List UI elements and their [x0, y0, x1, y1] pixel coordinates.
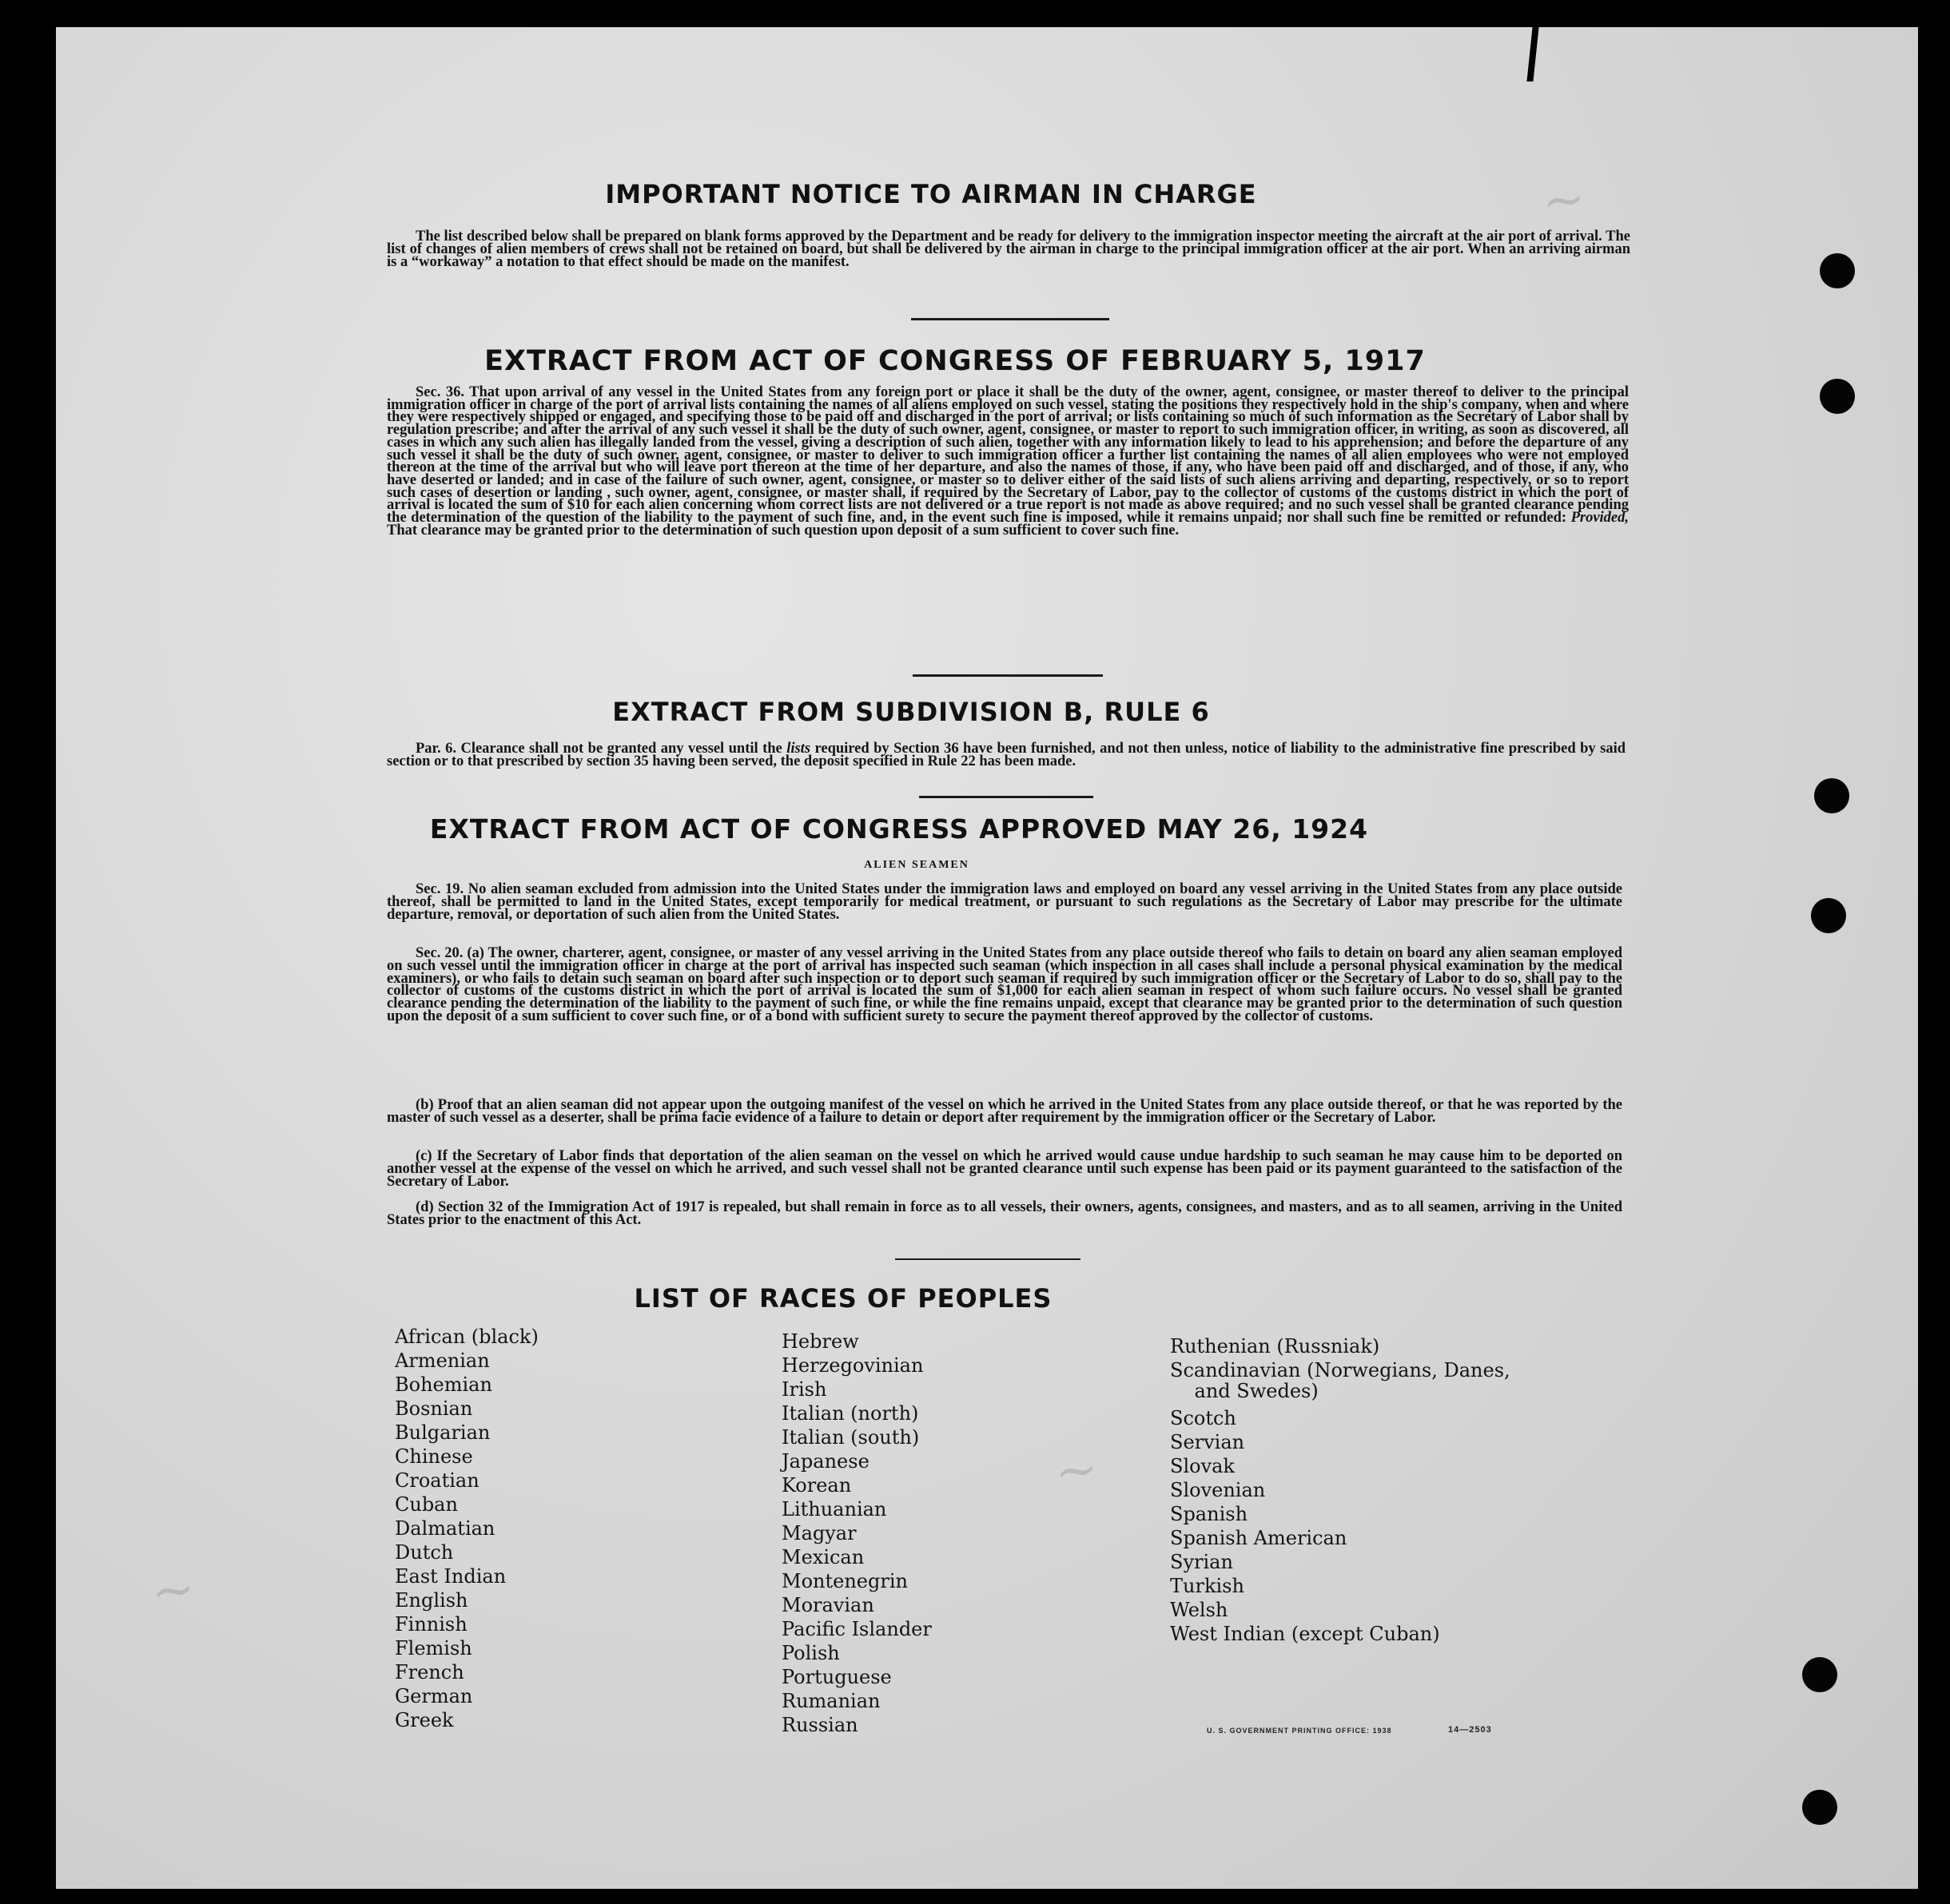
- sec-19: Sec. 19. No alien seaman excluded from admission into the United States under the immigration laws and employed on board any vessel arriving in the United States from any place outside thereof, shall be permitted to land in the United States, except temporarily for medical treatment, or pursuant to such regulations as the Secretary of Labor may prescribe for the ultimate departure, removal, or deportation of such alien from the United States.: [387, 881, 1622, 923]
- race-item: Russian: [782, 1714, 858, 1736]
- divider: [919, 796, 1093, 798]
- race-item: Spanish: [1170, 1503, 1248, 1525]
- race-item: Italian (north): [782, 1402, 919, 1425]
- divider: [913, 674, 1103, 677]
- sec-20c: (c) If the Secretary of Labor finds that deportation of the alien seaman on the vessel on which he arrived would cause undue hardship to such seaman he may cause him to be deported on another vessel at the expense of the vessel on which he arrived, and such vessel shall not be granted clearance until such expense has been paid or its payment guaranteed to the satisfaction of the Secretary of Labor.: [387, 1148, 1622, 1190]
- race-item: and Swedes): [1170, 1380, 1319, 1402]
- rule-6-title: EXTRACT FROM SUBDIVISION B, RULE 6: [612, 697, 1210, 727]
- sec-20a: Sec. 20. (a) The owner, charterer, agent, consignee, or master of any vessel arriving in the United States from any place outside thereof who fails to detain on board any alien seaman employed on such vessel until the immigration officer in charge at the port of arrival has inspected such seaman (which inspection in all cases shall include a personal physical examination by the medical examiners), or who fails to detain such seaman on board after such inspection or to deport such seaman if required by such immigration officer or the Secretary of Labor to do so, shall pay to the collector of customs of the customs district in which the port of arrival is located the sum of $1,000 for each alien seaman in respect of whom such failure occurs. No vessel shall be granted clearance pending the determination of the liability to the payment of such fine, or while the fine remains unpaid, except that clearance may be granted prior to the determination of such question upon the deposit of a sum sufficient to cover such fine, or of a bond with sufficient surety to secure the payment thereof approved by the collector of customs.: [387, 945, 1622, 1024]
- race-item: Montenegrin: [782, 1570, 908, 1592]
- race-item: Rumanian: [782, 1690, 881, 1712]
- race-item: Greek: [395, 1709, 454, 1731]
- race-item: Scotch: [1170, 1407, 1236, 1429]
- race-item: English: [395, 1589, 468, 1612]
- race-item: Ruthenian (Russniak): [1170, 1335, 1380, 1357]
- rule-6-text-end: required by Section 36 have been furnished, and not then unless, notice of liability to the administrative fine prescribed by said section or to that prescribed by section 35 having been served, the deposit specified in Rule 22 has been made.: [387, 741, 1626, 769]
- divider: [911, 318, 1109, 320]
- race-item: Scandinavian (Norwegians, Danes,: [1170, 1359, 1510, 1381]
- document-page: [56, 27, 1918, 1889]
- lists-word: lists: [786, 741, 811, 757]
- punch-hole: [1820, 253, 1855, 288]
- act-1917-text: Sec. 36. That upon arrival of any vessel in the United States from any foreign port or place it shall be the duty of the owner, agent, consignee, or master thereof to deliver to the principal immigration officer in charge of the port of arrival lists containing the names of all aliens employed on such vessel, stating the positions they respectively hold in the ship's company, when and where they were respectively shipped or engaged, and specifying those to be paid off and discharged in the port of arrival; or lists containing so much of such information as the Secretary of Labor shall by regulation prescribe; and after the arrival of any such vessel it shall be the duty of such owner, agent, consignee, or master to report to such immigration officer, in writing, as soon as discovered, all cases in which any such alien has illegally landed from the vessel, giving a description of such alien, together with any information likely to lead to his apprehension; and before the departure of any such vessel it shall be the duty of such owner, agent, consignee, or master to deliver to such immigration officer a further list containing the names of all alien employees who were not employed thereon at the time of the arrival but who will leave port thereon at the time of her departure, and also the names of those, if any, who have been paid off and discharged, and of those, if any, who have deserted or landed; and in case of the failure of such owner, agent, consignee, or master so to deliver either of the said lists of such aliens arriving and departing, respectively, or so to report such cases of desertion or landing , such owner, agent, consignee, or master shall, if required by the Secretary of Labor, pay to the collector of customs of the customs district in which the port of arrival is located the sum of $10 for each alien concerning whom correct lists are not delivered or a true report is not made as above required; and no such vessel shall be granted clearance pending the determination of the question of the liability to the payment of such fine, and, in the event such fine is imposed, while it remains unpaid; nor shall such fine be remitted or refunded:: [387, 384, 1629, 527]
- race-item: Slovenian: [1170, 1479, 1266, 1501]
- printer-imprint: U. S. GOVERNMENT PRINTING OFFICE: 1938: [1207, 1727, 1392, 1735]
- race-item: Spanish American: [1170, 1527, 1347, 1549]
- race-item: Syrian: [1170, 1551, 1233, 1573]
- notice-body: The list described below shall be prepared on blank forms approved by the Department and be ready for delivery to the immigration inspector meeting the aircraft at the air port of arrival. The list of changes of alien members of crews shall not be retained on board, but shall be delivered by the airman in charge to the principal immigration officer at the air port. When an arriving airman is a “workaway” a notation to that effect should be made on the manifest.: [387, 229, 1630, 270]
- punch-hole: [1814, 778, 1849, 813]
- bleed-through-mark: ~: [1052, 1439, 1101, 1503]
- race-item: Slovak: [1170, 1455, 1235, 1477]
- divider: [895, 1258, 1080, 1260]
- race-item: Croatian: [395, 1469, 480, 1492]
- race-item: Moravian: [782, 1594, 874, 1616]
- races-title: LIST OF RACES OF PEOPLES: [634, 1283, 1053, 1314]
- races-column-3: [1170, 1334, 1510, 1646]
- punch-hole: [1802, 1657, 1837, 1692]
- act-1924-subtitle: ALIEN SEAMEN: [864, 859, 969, 871]
- race-item: Polish: [782, 1642, 840, 1664]
- proviso-word: Provided,: [1570, 510, 1629, 527]
- race-item: Welsh: [1170, 1599, 1228, 1621]
- form-number: 14—2503: [1448, 1725, 1492, 1735]
- race-item: Herzegovinian: [782, 1354, 924, 1377]
- race-item: Lithuanian: [782, 1498, 887, 1520]
- race-item: West Indian (except Cuban): [1170, 1623, 1440, 1645]
- race-item: East Indian: [395, 1565, 507, 1588]
- race-item: Korean: [782, 1474, 852, 1497]
- race-item: Armenian: [395, 1349, 490, 1372]
- punch-hole: [1802, 1790, 1837, 1825]
- race-item: Turkish: [1170, 1575, 1244, 1597]
- race-item: Finnish: [395, 1613, 468, 1636]
- races-column-2: [782, 1330, 932, 1737]
- sec-20d: (d) Section 32 of the Immigration Act of 1917 is repealed, but shall remain in force as to all vessels, their owners, agents, consignees, and masters, and as to all seamen, arriving in the United States prior to the enactment of this Act.: [387, 1199, 1622, 1228]
- bleed-through-mark: ~: [149, 1559, 198, 1623]
- race-item: Servian: [1170, 1431, 1245, 1453]
- race-item: Irish: [782, 1378, 827, 1401]
- act-1917-body: [387, 384, 1629, 539]
- race-item: Magyar: [782, 1522, 857, 1544]
- races-column-1: [395, 1325, 539, 1732]
- rule-6-body: [387, 743, 1626, 768]
- race-item: Mexican: [782, 1546, 865, 1568]
- race-item: French: [395, 1661, 464, 1683]
- race-item: Italian (south): [782, 1426, 920, 1449]
- race-item: Pacific Islander: [782, 1618, 932, 1640]
- race-item: Japanese: [782, 1450, 870, 1473]
- act-1917-text-end: That clearance may be granted prior to the determination of such question upon deposit of a sum sufficient to cover such fine.: [387, 522, 1180, 539]
- race-item: Hebrew: [782, 1330, 859, 1353]
- race-item: Dalmatian: [395, 1517, 495, 1540]
- race-item: Cuban: [395, 1493, 458, 1516]
- bleed-through-mark: ~: [1539, 169, 1589, 233]
- act-1924-title: EXTRACT FROM ACT OF CONGRESS APPROVED MAY 26, 1924: [429, 813, 1369, 845]
- sec-20b: (b) Proof that an alien seaman did not appear upon the outgoing manifest of the vessel on which he arrived in the United States from any place outside thereof, or that he was reported by the master of such vessel as a deserter, shall be prima facie evidence of a failure to detain or deport after requirement by the immigration officer or the Secretary of Labor.: [387, 1097, 1622, 1126]
- rule-6-text: Par. 6. Clearance shall not be granted any vessel until the: [416, 741, 787, 757]
- race-item: African (black): [395, 1326, 539, 1348]
- race-item: German: [395, 1685, 473, 1707]
- race-item: Bohemian: [395, 1373, 492, 1396]
- race-item: Chinese: [395, 1445, 473, 1468]
- race-item: Bulgarian: [395, 1421, 491, 1444]
- race-item: Bosnian: [395, 1397, 473, 1420]
- race-item: Flemish: [395, 1637, 472, 1660]
- race-item: Dutch: [395, 1541, 454, 1564]
- race-item: Portuguese: [782, 1666, 892, 1688]
- punch-hole: [1820, 379, 1855, 414]
- act-1917-title: EXTRACT FROM ACT OF CONGRESS OF FEBRUARY 5, 1917: [484, 345, 1426, 377]
- notice-title: IMPORTANT NOTICE TO AIRMAN IN CHARGE: [605, 179, 1257, 209]
- punch-hole: [1811, 898, 1846, 933]
